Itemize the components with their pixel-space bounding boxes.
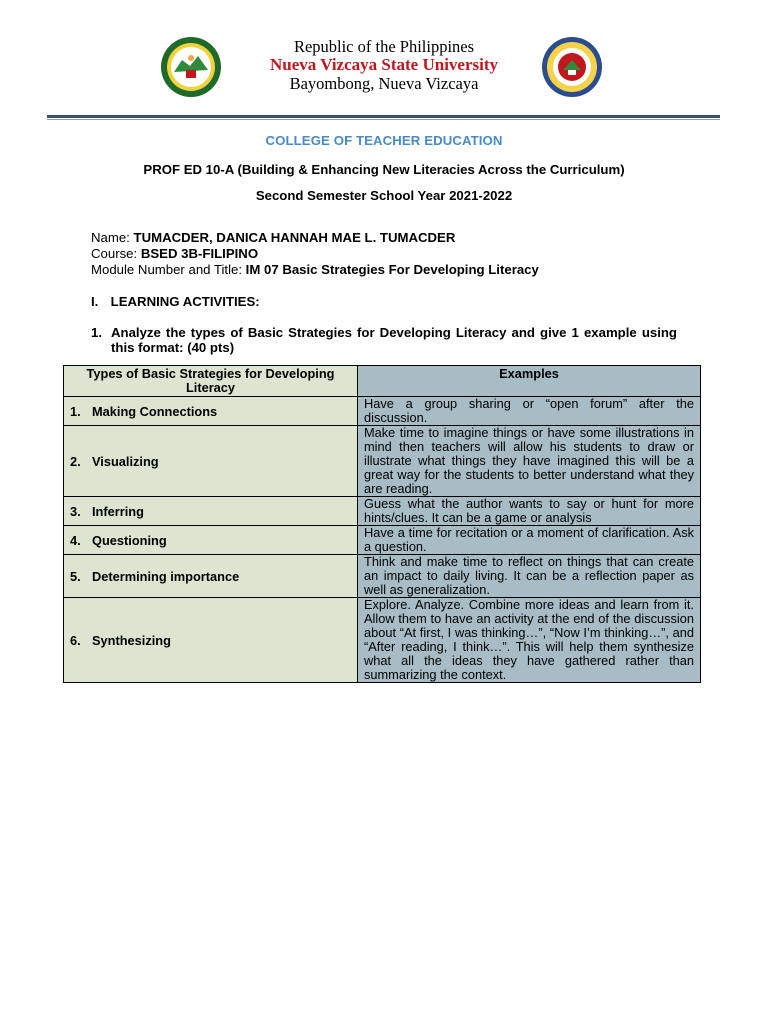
example-cell: Make time to imagine things or have some illustrations in mind then teachers will allow his students to draw or illustrate what things they have imagined this will be a great way for the students to better understand what they are reading.	[358, 426, 701, 497]
table-row	[64, 555, 701, 598]
strategy-name: Determining importance	[92, 568, 240, 584]
course-label: Course:	[91, 246, 138, 261]
name-value: TUMACDER, DANICA HANNAH MAE L. TUMACDER	[133, 230, 456, 245]
strategy-cell	[64, 526, 358, 555]
table-row	[64, 598, 701, 683]
strategy-name: Visualizing	[92, 453, 159, 469]
strategy-cell	[64, 397, 358, 426]
course-title: PROF ED 10-A (Building & Enhancing New Literacies Across the Curriculum)	[143, 162, 625, 177]
section-heading	[91, 294, 260, 309]
student-name-line	[91, 230, 455, 245]
table-row	[64, 426, 701, 497]
table-row	[64, 397, 701, 426]
university-name: Nueva Vizcaya State University	[269, 55, 499, 74]
strategy-number: 1.	[70, 403, 81, 419]
header-divider-thin	[47, 119, 720, 120]
strategy-cell	[64, 555, 358, 598]
strategy-number: 5.	[70, 568, 81, 584]
module-label: Module Number and Title:	[91, 262, 242, 277]
section-number: I.	[91, 294, 99, 309]
header-types: Types of Basic Strategies for Developing Literacy	[64, 366, 358, 397]
table-row	[64, 497, 701, 526]
example-cell: Guess what the author wants to say or hunt for more hints/clues. It can be a game or analysis	[358, 497, 701, 526]
letterhead	[0, 0, 768, 120]
college-name: COLLEGE OF TEACHER EDUCATION	[265, 133, 503, 148]
header-examples: Examples	[358, 366, 701, 397]
instruction-text: Analyze the types of Basic Strategies for Developing Literacy and give 1 example using this format: (40 pts)	[111, 325, 677, 355]
table-row	[64, 526, 701, 555]
course-value: BSED 3B-FILIPINO	[140, 246, 259, 261]
strategy-cell	[64, 497, 358, 526]
strategy-name: Questioning	[92, 532, 167, 548]
strategy-number: 4.	[70, 532, 81, 548]
republic-line: Republic of the Philippines	[293, 37, 475, 56]
strategies-table	[63, 365, 701, 683]
instruction-number: 1.	[91, 325, 102, 340]
header-divider	[47, 115, 720, 118]
semester-line: Second Semester School Year 2021-2022	[255, 188, 513, 203]
module-line	[91, 262, 539, 277]
example-cell: Have a time for recitation or a moment of clarification. Ask a question.	[358, 526, 701, 555]
strategy-name: Synthesizing	[92, 632, 171, 648]
example-cell: Think and make time to reflect on things that can create an impact to daily living. It can be a reflection paper as well as generalization.	[358, 555, 701, 598]
table-header-row	[64, 366, 701, 397]
strategy-name: Making Connections	[92, 403, 218, 419]
strategy-cell	[64, 598, 358, 683]
name-label: Name:	[91, 230, 130, 245]
university-location: Bayombong, Nueva Vizcaya	[289, 74, 479, 93]
activity-instruction	[91, 325, 677, 355]
module-value: IM 07 Basic Strategies For Developing Literacy	[245, 262, 539, 277]
strategy-number: 2.	[70, 453, 81, 469]
strategy-name: Inferring	[92, 503, 144, 519]
strategy-number: 6.	[70, 632, 81, 648]
course-line	[91, 246, 258, 261]
strategy-number: 3.	[70, 503, 81, 519]
example-cell: Explore. Analyze. Combine more ideas and learn from it. Allow them to have an activity at the end of the discussion about “At first, I was thinking…”, “Now I’m thinking…”, and “After reading, I think…”. This will help them synthesize what all the ideas they have gathered rather than summarizing the context.	[358, 598, 701, 683]
section-title: LEARNING ACTIVITIES:	[110, 294, 260, 309]
strategy-cell	[64, 426, 358, 497]
example-cell: Have a group sharing or “open forum” after the discussion.	[358, 397, 701, 426]
